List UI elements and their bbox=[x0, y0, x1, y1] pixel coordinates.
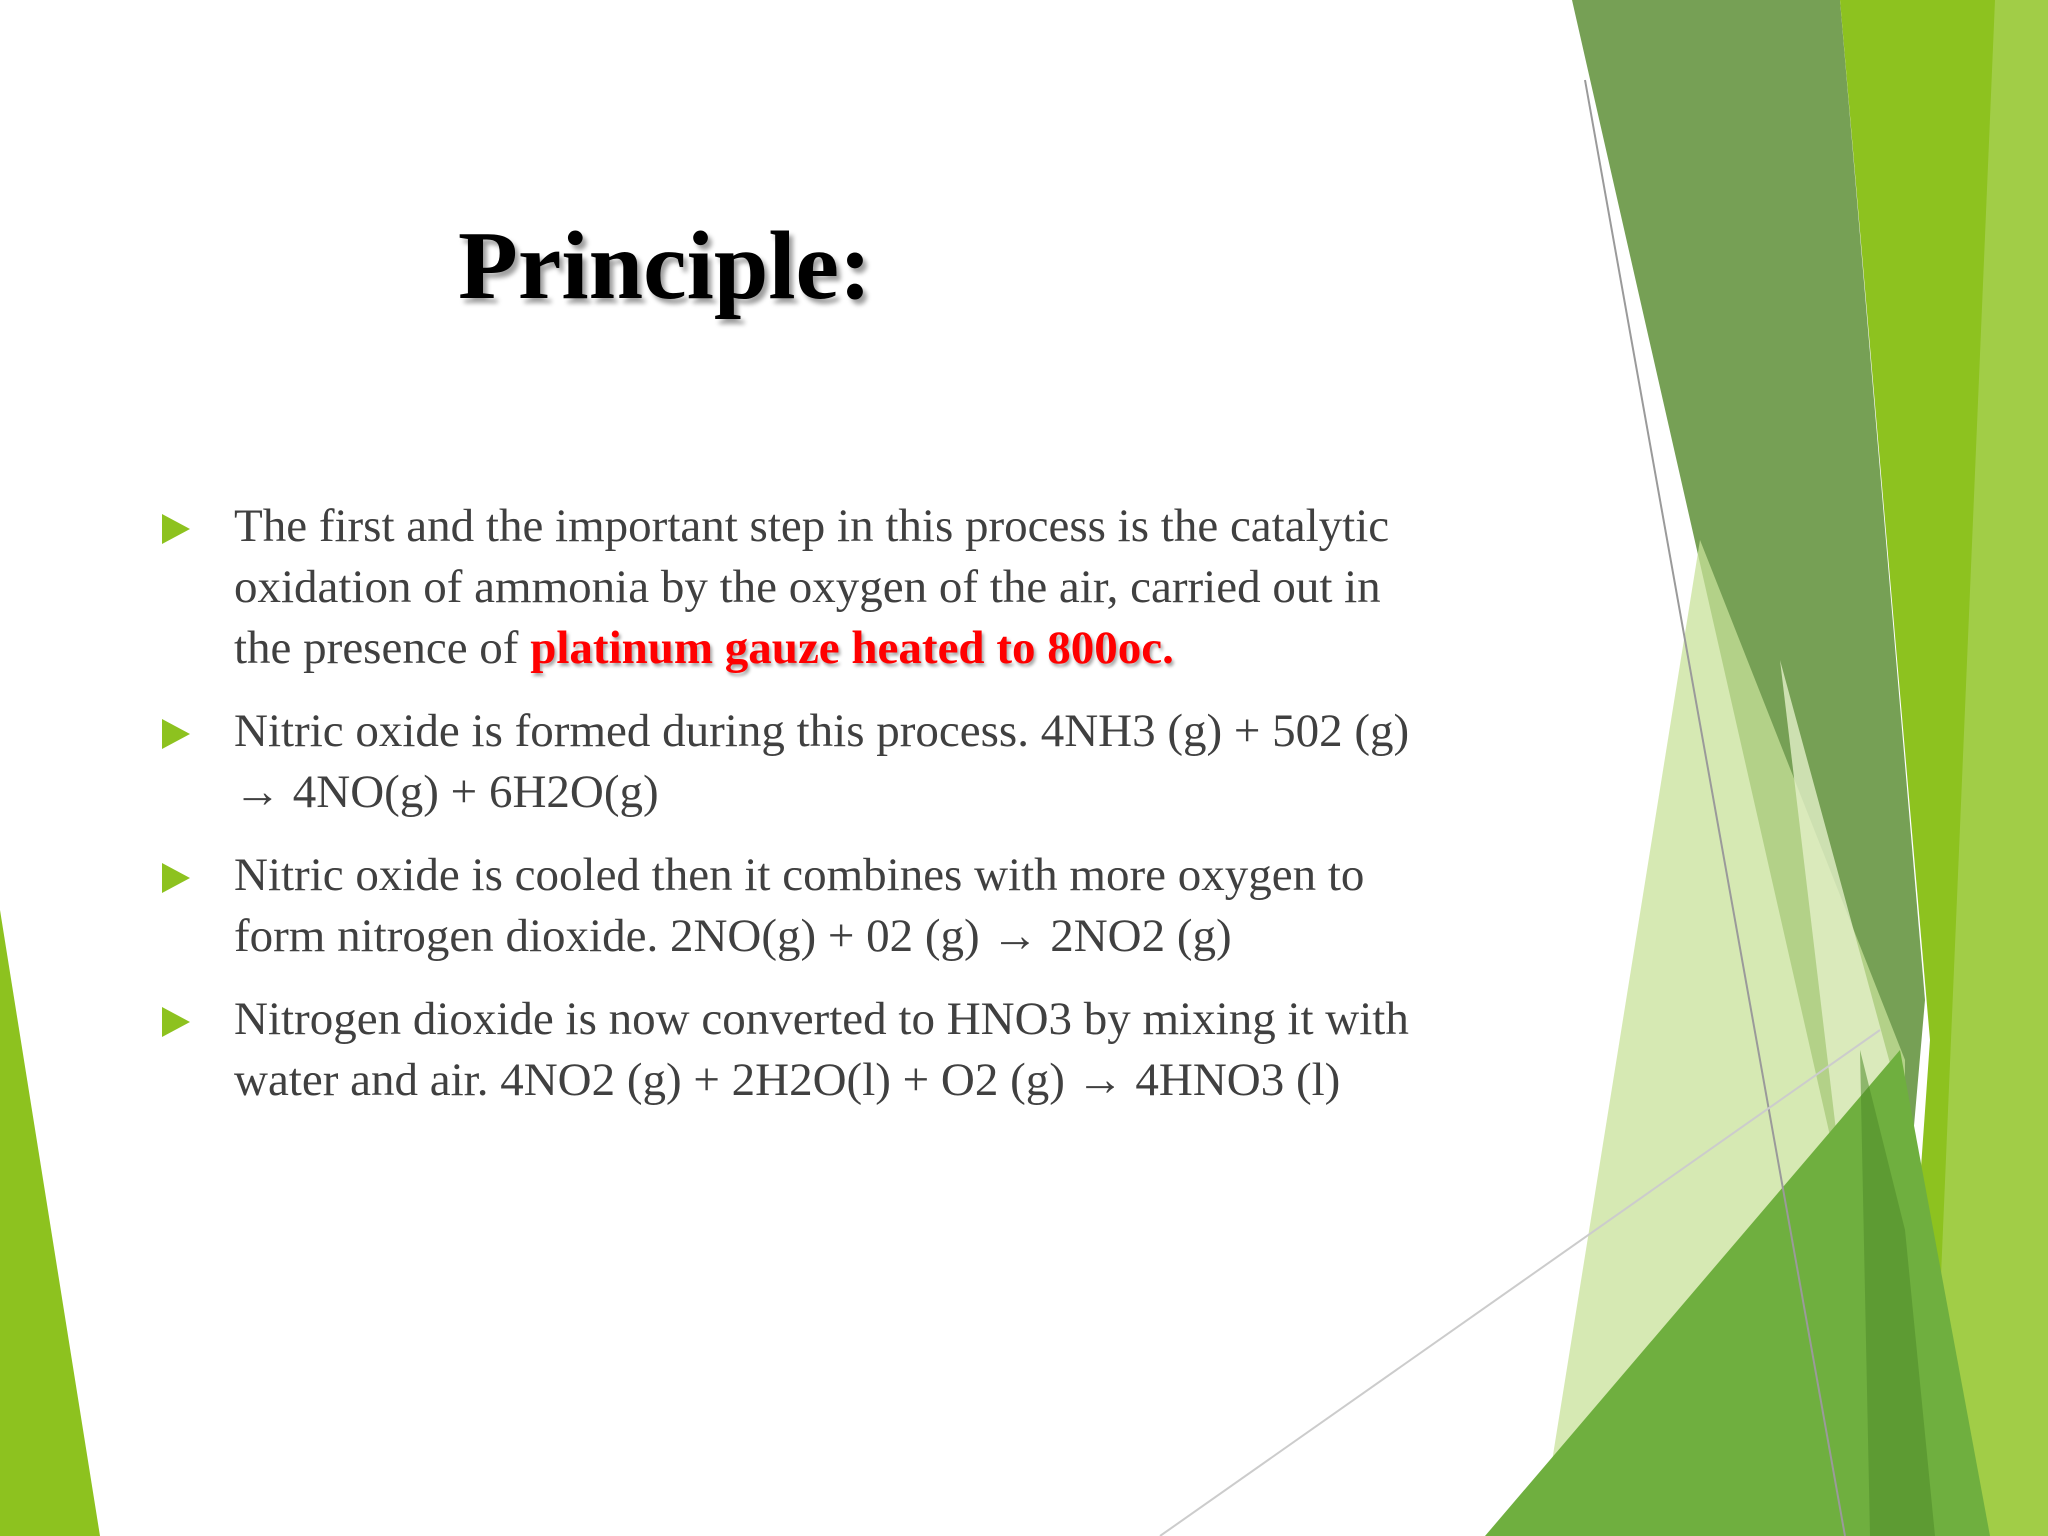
bullet-line: Nitrogen dioxide is now converted to HNO3 by mixing it with bbox=[234, 993, 1409, 1045]
slide-title: Principle: bbox=[458, 212, 872, 320]
bullet-line: oxidation of ammonia by the oxygen of the air, carried out in bbox=[234, 561, 1381, 613]
bullet-line: The first and the important step in this process is the catalytic bbox=[234, 500, 1390, 552]
bullet-text-prefix: the presence of bbox=[234, 622, 531, 674]
bullet-line: water and air. 4NO2 (g) + 2H2O(l) + O2 (g) → 4HNO3 (l) bbox=[234, 1054, 1341, 1106]
bullet-item bbox=[156, 845, 1556, 967]
bullet-line: form nitrogen dioxide. 2NO(g) + 02 (g) → 2NO2 (g) bbox=[234, 910, 1232, 962]
bullet-item bbox=[156, 496, 1556, 679]
highlighted-text: platinum gauze heated to 800oc. bbox=[530, 622, 1174, 674]
bullet-line: Nitric oxide is formed during this process. 4NH3 (g) + 502 (g) bbox=[234, 705, 1410, 757]
bullet-line: Nitric oxide is cooled then it combines with more oxygen to bbox=[234, 849, 1365, 901]
triangle-bullet-icon bbox=[162, 863, 190, 893]
triangle-bullet-icon bbox=[162, 1007, 190, 1037]
bullet-item bbox=[156, 989, 1556, 1111]
bullet-line: → 4NO(g) + 6H2O(g) bbox=[234, 766, 659, 818]
bullet-list bbox=[156, 496, 1556, 1133]
triangle-bullet-icon bbox=[162, 719, 190, 749]
bullet-item bbox=[156, 701, 1556, 823]
bullet-line bbox=[234, 618, 1556, 679]
left-green-sliver bbox=[0, 910, 100, 1536]
triangle-bullet-icon bbox=[162, 514, 190, 544]
